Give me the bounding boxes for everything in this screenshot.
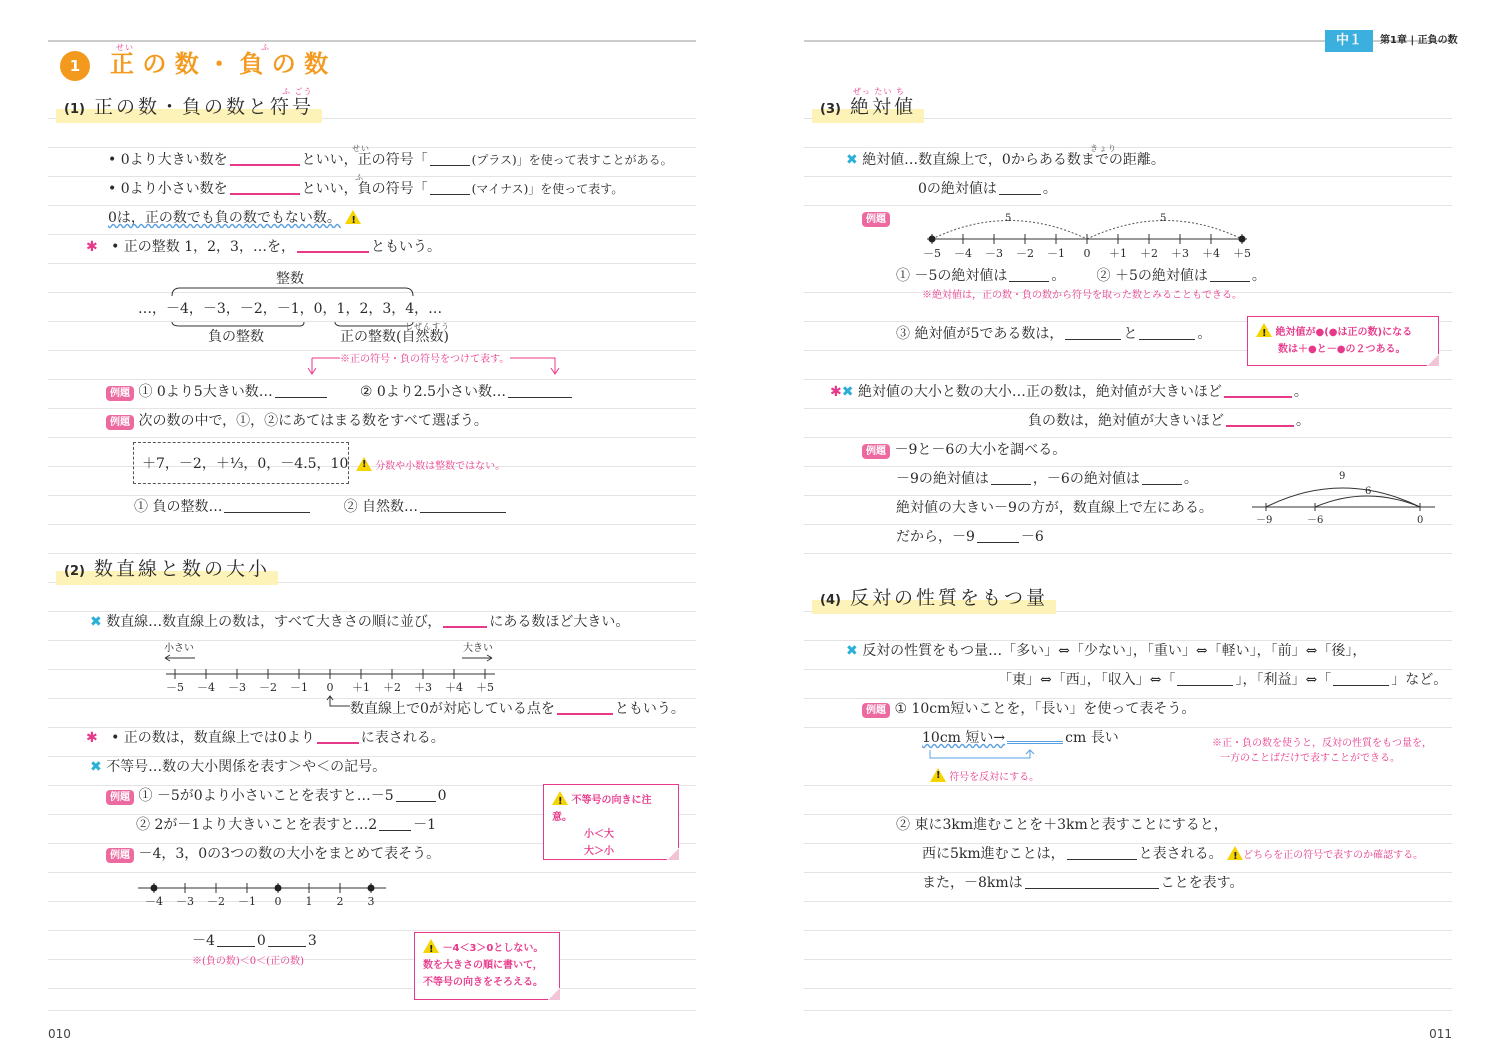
tick-label: －5 <box>166 681 184 694</box>
tick-label: －4 <box>145 895 163 908</box>
tick-label: ＋1 <box>352 681 370 694</box>
ineq-line: ✖ 不等号…数の大小関係を表す＞や＜の記号。 <box>90 759 387 775</box>
grade-badge: 中１ <box>1325 30 1373 52</box>
tick-label: 2 <box>336 895 344 908</box>
point-marker <box>1239 236 1246 243</box>
tick-label: －2 <box>207 895 225 908</box>
section-1-heading: (1) 正の数・負の数と符号 <box>56 92 322 123</box>
tick-label: －2 <box>1016 247 1034 260</box>
right-page: 中１ 第1章 | 正負の数 (3) 絶対値 ぜっ たい ち ✖ 絶対値…数直線上で，0からある数までの距離。 きょり 0の絶対値は 。 例題 5 5 －5 －4 －3 －2 －1 0 ＋1 ＋2 ＋3 ＋4 ＋5 ① －5の絶対値は 。 ② ＋5の絶対値は 。 ※絶対値は，正の数・負の数から符号を取った数とみることもできる。 ③ 絶対値が5である数は， と 。 ! 絶対値が●(●は正の数)になる 数は＋●と－●の２つある。 ✱✖ 絶対値の大小と数の大小…正の数は，絶対値が大きいほど 。 負の数は，絶対値が大きいほど 。 例題 －9と－6の大小を調べる。 －9の絶対値は ，－6の絶対値は 。 絶対値の大きい－9の方が，数直線上で左にある。 だから，－9 －6 9 6 －9 －6 0 (4) 反対の性質をもつ量 ✖ 反対の性質をもつ量…「多い」⇔「少ない」，「重い」⇔「軽い」，「前」⇔「後」， 「東」⇔「西」，「収入」⇔「 」，「利益」⇔「 」など。 例題 ① 10cm短いことを，「長い」を使って表そう。 10cm 短い→ cm 長い ! 符号を反対にする。 ※正・負の数を使うと，反対の性質をもつ量を， 一方のことばだけで表すことができる。 ② 東に3km進むことを＋3kmと表すことにすると， 西に5km進むことは， と表される。 ! どちらを正の符号で表すのか確認する。 また，－8kmは ことを表す。 011 <box>750 0 1500 1059</box>
cross-icon: ✖ <box>90 614 102 630</box>
abs-ex2-row: 例題 －9と－6の大小を調べる。 <box>862 441 1066 459</box>
ineq-order-note: ! －4＜3＞0としない。 数を大きさの順に書いて， 不等号の向きをそろえる。 <box>414 932 560 1000</box>
star-icon: ✱ <box>830 384 842 400</box>
tick-label: 3 <box>367 895 375 908</box>
tick-label: －3 <box>176 895 194 908</box>
warning-icon <box>552 791 568 805</box>
tick-label: ＋2 <box>1140 247 1158 260</box>
arc-9-label: 9 <box>1339 471 1346 482</box>
sign-note: ※正の符号・負の符号をつけて表す。 <box>340 354 510 365</box>
s4-ex1: 例題 ① 10cm短いことを，「長い」を使って表そう。 <box>862 700 1195 718</box>
section-3-heading: (3) 絶対値 <box>812 92 924 123</box>
cross-icon: ✖ <box>846 152 858 168</box>
nl4-label-b: －6 <box>1307 515 1324 526</box>
tick-label: ＋2 <box>383 681 401 694</box>
section-3-ruby: ぜっ たい ち <box>853 87 905 96</box>
abs-ex2-l1: －9の絶対値は ，－6の絶対値は 。 <box>896 471 1198 487</box>
tick-label: ＋3 <box>1171 247 1189 260</box>
neg-int-label: 負の整数 <box>208 329 264 345</box>
tick-label: －4 <box>954 247 972 260</box>
point-marker <box>929 236 936 243</box>
ineq-ex-3: 例題 －4，3，0の3つの数の大小をまとめて表そう。 <box>106 845 440 863</box>
tick-label: －5 <box>923 247 941 260</box>
abs-ex2-l3: だから，－9 －6 <box>896 529 1044 545</box>
s4-line-1: ✖ 反対の性質をもつ量…「多い」⇔「少ない」，「重い」⇔「軽い」，「前」⇔「後」， <box>846 643 1367 659</box>
warning-icon <box>423 939 439 953</box>
page-number-left: 010 <box>48 1027 71 1041</box>
tick-label: －4 <box>197 681 215 694</box>
chapter-header: 第1章 | 正負の数 <box>1380 35 1458 46</box>
ineq-answer: －4 0 3 <box>192 933 317 949</box>
left-page: 1 正 の 数 ・ 負 の 数 せい ふ (1) 正の数・負の数と符号 ふ ごう • 0より大きい数を といい，正の符号「 (プラス)」を使って表すことがある。 せい • 0より小さい数を といい，負の符号「 (マイナス)」を使って表す。 ふ 0は，正の数でも負の数でもない数。 ! ✱ • 正の整数 1，2，3，…を， ともいう。 整数 …，－4，－3，－2，－1，0，1，2，3，4，… 負の整数 正の整数(自然数) しぜんすう ※正の符号・負の符号をつけて表す。 例題 ① 0より5大きい数… ② 0より2.5小さい数… 例題 次の数の中で，①，②にあてはまる数をすべて選ぼう。 ＋7，－2，＋⅓，0，－4.5，10 ! 分数や小数は整数ではない。 ① 負の整数… ② 自然数… (2) 数直線と数の大小 ✖ 数直線…数直線上の数は，すべて大きさの順に並び， にある数ほど大きい。 小さい 大きい －5 －4 －3 －2 －1 0 ＋1 ＋2 ＋3 ＋4 ＋5 数直線上で0が対応している点を ともいう。 ✱ • 正の数は，数直線上では0より に表される。 ✖ 不等号…数の大小関係を表す＞や＜の記号。 例題 ① －5が0より小さいことを表すと…－5 0 ② 2が－1より大きいことを表すと…2 －1 例題 －4，3，0の3つの数の大小をまとめて表そう。 －4 －3 －2 －1 0 1 2 3 －4 0 3 ※(負の数)＜0＜(正の数) ! 不等号の向きに注意。 小＜大 大＞小 ! －4＜3＞0としない。 数を大きさの順に書いて， 不等号の向きをそろえる。 010 <box>0 0 750 1059</box>
abs-q3-row: ③ 絶対値が5である数は， と 。 <box>896 326 1212 342</box>
ex2-row: 例題 次の数の中で，①，②にあてはまる数をすべて選ぼう。 <box>106 412 488 430</box>
ineq-answer-note: ※(負の数)＜0＜(正の数) <box>192 956 304 967</box>
origin-arrow <box>322 694 352 712</box>
tick-label: －3 <box>228 681 246 694</box>
abs-q-row: ① －5の絶対値は 。 ② ＋5の絶対値は 。 <box>896 268 1266 284</box>
nl4-label-a: －9 <box>1256 515 1273 526</box>
section-4-heading: (4) 反対の性質をもつ量 <box>812 583 1056 614</box>
warning-icon <box>930 768 946 782</box>
tick-label: ＋5 <box>1233 247 1251 260</box>
tick-label: －1 <box>238 895 256 908</box>
tick-label: －2 <box>259 681 277 694</box>
warning-icon <box>1227 846 1243 860</box>
arc-6-label: 6 <box>1365 486 1372 497</box>
small-label: 小さい <box>164 643 194 654</box>
point-marker <box>368 885 375 892</box>
abs-compare-line-1: ✱✖ 絶対値の大小と数の大小…正の数は，絶対値が大きいほど 。 <box>830 384 1308 400</box>
ineq-direction-note: ! 不等号の向きに注意。 小＜大 大＞小 <box>543 784 679 860</box>
tick-label: 1 <box>305 895 313 908</box>
tick-label: ＋5 <box>476 681 494 694</box>
title-badge: 1 <box>60 51 90 81</box>
cross-icon: ✖ <box>90 759 102 775</box>
s4-ex2-l1: ② 東に3km進むことを＋3kmと表すことにすると， <box>896 817 1228 833</box>
abs-ex2-l2: 絶対値の大きい－9の方が，数直線上で左にある。 <box>896 500 1213 516</box>
s3-line-2: 0の絶対値は 。 <box>918 181 1057 197</box>
tick-label: －1 <box>290 681 308 694</box>
s4-line-2: 「東」⇔「西」，「収入」⇔「 」，「利益」⇔「 」など。 <box>998 672 1448 688</box>
s1-line-3: 0は，正の数でも負の数でもない数。 ! <box>108 209 361 227</box>
s1-line-1: • 0より大きい数を といい，正の符号「 (プラス)」を使って表すことがある。 <box>108 152 673 168</box>
point-marker <box>151 885 158 892</box>
frac-warning: ! 分数や小数は整数ではない。 <box>356 457 505 473</box>
s3-line-1: ✖ 絶対値…数直線上で，0からある数までの距離。 <box>846 152 1165 168</box>
s4-ex2-l2: 西に5km進むことは， と表される。 ! どちらを正の符号で表すのか確認する。 <box>922 845 1423 863</box>
tick-label: ＋3 <box>414 681 432 694</box>
page-number-right: 011 <box>1429 1027 1452 1041</box>
warning-icon <box>1256 323 1272 337</box>
tick-label: 0 <box>1083 247 1091 260</box>
title-ruby-2: ふ <box>261 43 270 52</box>
nl4-label-c: 0 <box>1417 515 1424 526</box>
pos-line: ✱ • 正の数は，数直線上では0より に表される。 <box>86 730 445 746</box>
sign-flip-note: ! 符号を反対にする。 <box>930 768 1039 784</box>
warning-icon <box>356 457 372 471</box>
page-title: 正 の 数 ・ 負 の 数 <box>110 50 329 78</box>
integer-sequence: …，－4，－3，－2，－1，0，1，2，3，4，… <box>138 301 443 317</box>
star-icon: ✱ <box>86 239 98 255</box>
s3-ex-label: 例題 <box>862 209 890 227</box>
s1-line-4: ✱ • 正の整数 1，2，3，…を， ともいう。 <box>86 239 441 255</box>
ex1-row: 例題 ① 0より5大きい数… ② 0より2.5小さい数… <box>106 383 574 401</box>
point-marker <box>275 885 282 892</box>
title-ruby-1: せい <box>116 43 134 52</box>
big-label: 大きい <box>463 643 493 654</box>
abs-two-values-note: ! 絶対値が●(●は正の数)になる 数は＋●と－●の２つある。 <box>1247 316 1439 366</box>
seisu-label: 整数 <box>276 271 304 287</box>
tick-label: ＋4 <box>445 681 463 694</box>
tick-label: －1 <box>1047 247 1065 260</box>
section-2-heading: (2) 数直線と数の大小 <box>56 554 278 585</box>
arc-left-label: 5 <box>1005 213 1012 224</box>
s1-line-2: • 0より小さい数を といい，負の符号「 (マイナス)」を使って表す。 <box>108 181 624 197</box>
abs-compare-line-2: 負の数は，絶対値が大きいほど 。 <box>1028 413 1310 429</box>
arc-right-label: 5 <box>1160 213 1167 224</box>
origin-text: 数直線上で0が対応している点を ともいう。 <box>350 701 685 717</box>
tick-label: 0 <box>326 681 334 694</box>
tick-label: －3 <box>985 247 1003 260</box>
warning-icon <box>345 210 361 224</box>
tick-label: ＋1 <box>1109 247 1127 260</box>
star-icon: ✱ <box>86 730 98 746</box>
ineq-ex-2: ② 2が－1より大きいことを表すと…2 －1 <box>136 817 437 833</box>
q-row: ① 負の整数… ② 自然数… <box>134 498 508 516</box>
s2-line-1: ✖ 数直線…数直線上の数は，すべて大きさの順に並び， にある数ほど大きい。 <box>90 614 630 630</box>
cross-icon: ✖ <box>846 643 858 659</box>
section-1-ruby: ふ ごう <box>282 87 313 96</box>
s4-ex1-answer: 10cm 短い→ cm 長い <box>922 730 1119 746</box>
numbers-box: ＋7，－2，＋⅓，0，－4.5，10 <box>133 442 349 484</box>
side-note-1: ※正・負の数を使うと，反対の性質をもつ量を， <box>1212 738 1432 749</box>
sign-flip-bracket <box>928 748 1048 764</box>
side-note-2: 一方のことばだけで表すことができる。 <box>1220 753 1400 764</box>
ineq-ex-1: 例題 ① －5が0より小さいことを表すと…－5 0 <box>106 787 447 805</box>
abs-q-note: ※絶対値は，正の数・負の数から符号を取った数とみることもできる。 <box>922 290 1242 301</box>
cross-icon: ✖ <box>841 384 854 400</box>
pos-int-label: 正の整数(自然数) <box>340 329 449 345</box>
s4-ex2-l3: また，－8kmは ことを表す。 <box>922 875 1244 891</box>
tick-label: ＋4 <box>1202 247 1220 260</box>
tick-label: 0 <box>274 895 282 908</box>
